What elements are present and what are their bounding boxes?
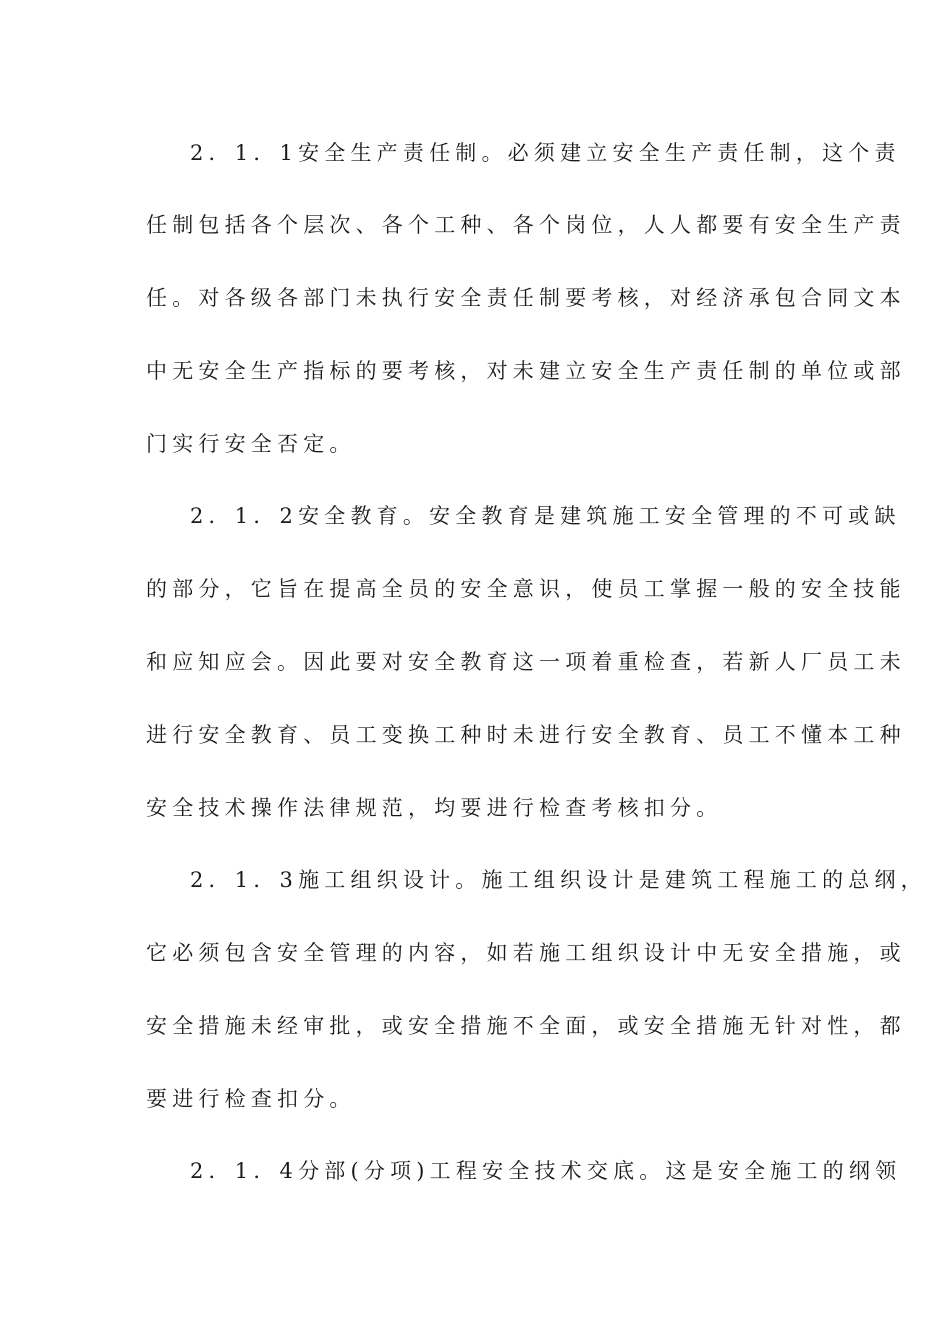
paragraph-2-line-2: 的部分，它旨在提高全员的安全意识，使员工掌握一般的安全技能 — [146, 577, 906, 601]
paragraph-1-line-5: 门实行安全否定。 — [146, 432, 356, 456]
paragraph-2-line-4: 进行安全教育、员工变换工种时未进行安全教育、员工不懂本工种 — [146, 723, 906, 747]
paragraph-4-line-1: 2．1．4分部(分项)工程安全技术交底。这是安全施工的纲领 — [190, 1159, 902, 1183]
paragraph-1-line-4: 中无安全生产指标的要考核，对未建立安全生产责任制的单位或部 — [146, 359, 906, 383]
paragraph-3-line-3: 安全措施未经审批，或安全措施不全面，或安全措施无针对性，都 — [146, 1014, 906, 1038]
paragraph-3-line-1: 2．1．3施工组织设计。施工组织设计是建筑工程施工的总纲， — [190, 868, 927, 892]
paragraph-1-line-3: 任。对各级各部门未执行安全责任制要考核，对经济承包合同文本 — [146, 286, 906, 310]
paragraph-1-line-1: 2．1．1安全生产责任制。必须建立安全生产责任制，这个责 — [190, 141, 901, 165]
paragraph-2-line-1: 2．1．2安全教育。安全教育是建筑施工安全管理的不可或缺 — [190, 504, 901, 528]
paragraph-3-line-4: 要进行检查扣分。 — [146, 1087, 356, 1111]
paragraph-2-line-3: 和应知应会。因此要对安全教育这一项着重检查，若新人厂员工未 — [146, 650, 906, 674]
paragraph-3-line-2: 它必须包含安全管理的内容，如若施工组织设计中无安全措施，或 — [146, 941, 906, 965]
paragraph-2-line-5: 安全技术操作法律规范，均要进行检查考核扣分。 — [146, 796, 723, 820]
paragraph-1-line-2: 任制包括各个层次、各个工种、各个岗位，人人都要有安全生产责 — [146, 213, 906, 237]
